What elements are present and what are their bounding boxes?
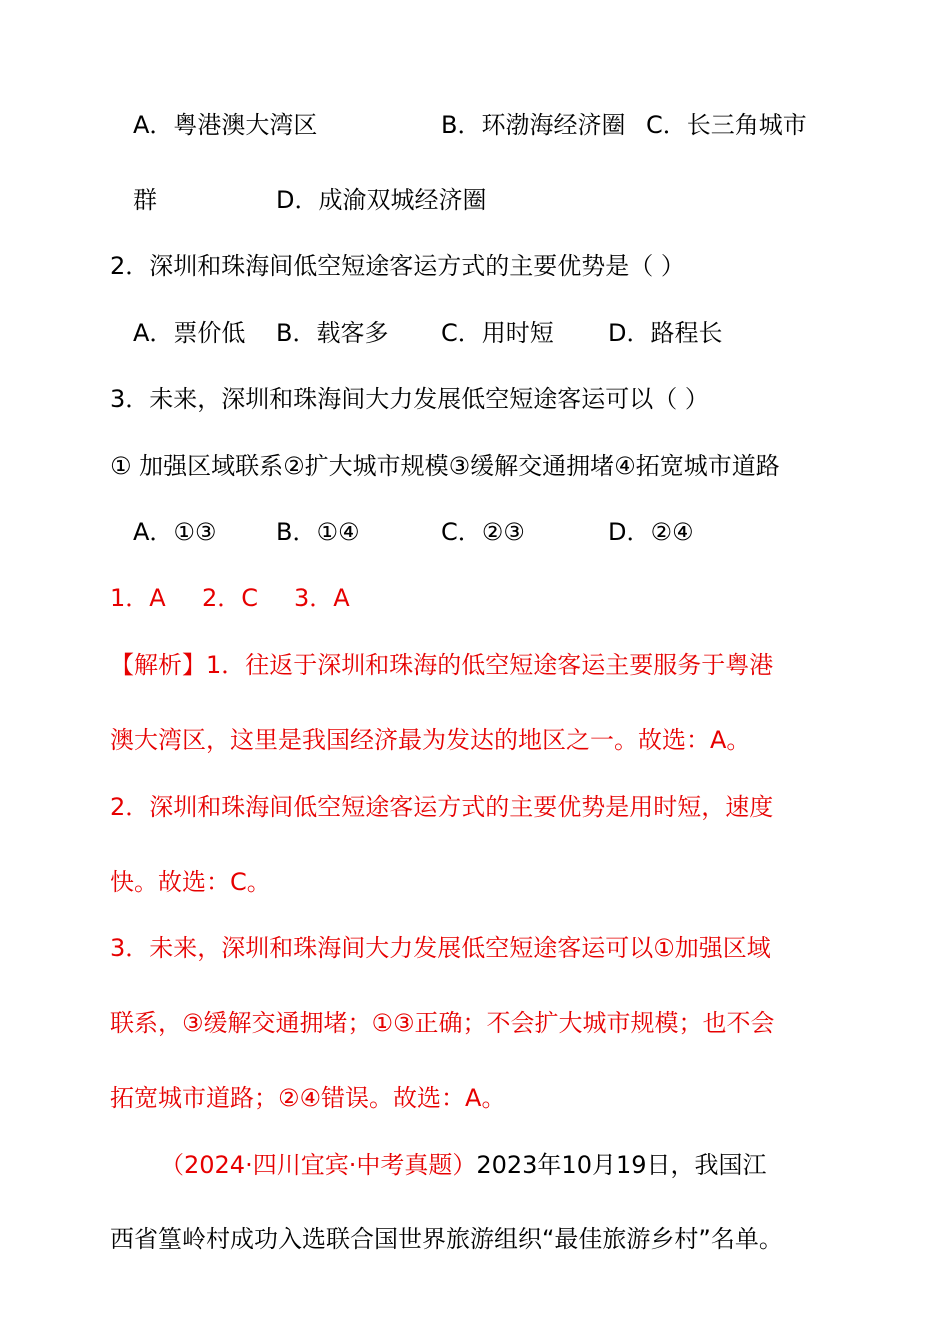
q2-option-a: A．票价低	[133, 319, 246, 347]
q2-option-b: B．载客多	[276, 319, 389, 347]
q2-option-d: D．路程长	[608, 319, 723, 347]
analysis-line-3: 2．深圳和珠海间低空短途客运方式的主要优势是用时短，速度	[110, 793, 774, 821]
q1-option-c-continued: 群	[133, 186, 157, 214]
q3-option-c: C．②③	[441, 518, 525, 546]
analysis-line-2: 澳大湾区，这里是我国经济最为发达的地区之一。故选：A。	[110, 726, 751, 754]
q3-option-b: B．①④	[276, 518, 360, 546]
analysis-line-1: 【解析】1．往返于深圳和珠海的低空短途客运主要服务于粤港	[110, 651, 774, 679]
q3-statements: ① 加强区域联系②扩大城市规模③缓解交通拥堵④拓宽城市道路	[110, 452, 780, 480]
analysis-line-5: 3．未来，深圳和珠海间大力发展低空短途客运可以①加强区域	[110, 934, 771, 962]
q1-option-b: B．环渤海经济圈	[441, 111, 626, 139]
analysis-line-6: 联系，③缓解交通拥堵；①③正确；不会扩大城市规模；也不会	[110, 1009, 775, 1037]
q2-stem: 2．深圳和珠海间低空短途客运方式的主要优势是（ ）	[110, 252, 685, 280]
q2-option-c: C．用时短	[441, 319, 554, 347]
q1-option-d: D．成渝双城经济圈	[276, 186, 487, 214]
q3-option-d: D．②④	[608, 518, 694, 546]
q3-stem: 3．未来，深圳和珠海间大力发展低空短途客运可以（ ）	[110, 385, 709, 413]
analysis-line-7: 拓宽城市道路；②④错误。故选：A。	[110, 1084, 506, 1112]
q1-option-c: C．长三角城市	[646, 111, 807, 139]
answer-3: 3．A	[294, 584, 350, 612]
analysis-line-4: 快。故选：C。	[110, 868, 271, 896]
question-source: （2024·四川宜宾·中考真题）	[160, 1151, 477, 1179]
q1-option-a: A．粤港澳大湾区	[133, 111, 318, 139]
question-text-start: 2023年10月19日，我国江	[476, 1151, 767, 1179]
next-question-line-1	[160, 1150, 767, 1180]
answer-1: 1．A	[110, 584, 166, 612]
answer-2: 2．C	[202, 584, 259, 612]
q3-option-a: A．①③	[133, 518, 217, 546]
next-question-line-2: 西省篁岭村成功入选联合国世界旅游组织“最佳旅游乡村”名单。	[110, 1225, 783, 1253]
